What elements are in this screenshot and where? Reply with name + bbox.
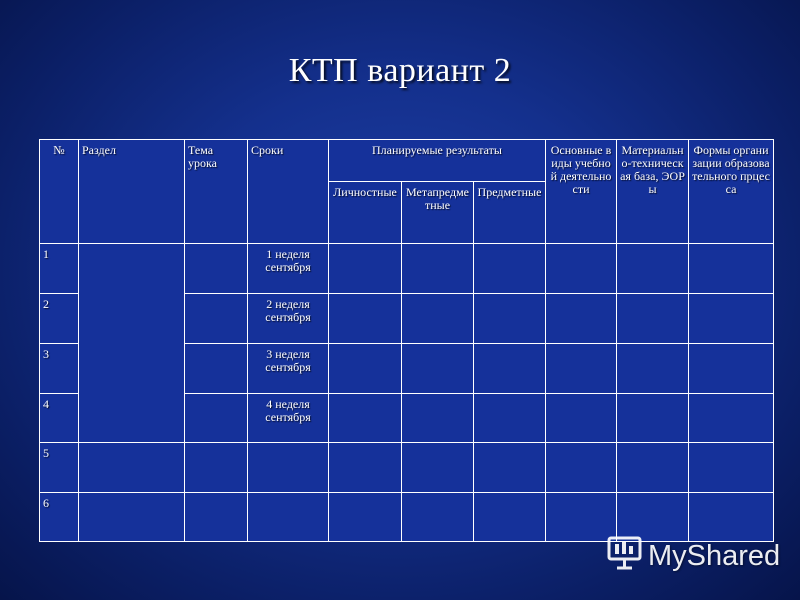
- section-cell: [79, 493, 185, 542]
- header-dates: Сроки: [248, 140, 329, 244]
- personal-cell: [329, 294, 402, 344]
- subject-cell: [474, 493, 546, 542]
- personal-cell: [329, 244, 402, 294]
- row-number: 2: [40, 294, 79, 344]
- slide-title: КТП вариант 2: [288, 52, 512, 89]
- dates-cell: [248, 443, 329, 493]
- activities-cell: [546, 443, 617, 493]
- activities-cell: [546, 344, 617, 394]
- row-number: 1: [40, 244, 79, 294]
- row-number: 3: [40, 344, 79, 394]
- row-number: 6: [40, 493, 79, 542]
- activities-cell: [546, 394, 617, 443]
- header-forms: Формы организации образовательного прцесса: [689, 140, 774, 244]
- activities-cell: [546, 294, 617, 344]
- table-row: [40, 493, 774, 542]
- forms-cell: [689, 244, 774, 294]
- subject-cell: [474, 344, 546, 394]
- table-row: [40, 244, 774, 294]
- meta-cell: [402, 244, 474, 294]
- forms-cell: [689, 493, 774, 542]
- resources-cell: [617, 394, 689, 443]
- header-num: №: [40, 140, 79, 244]
- section-cell: [79, 443, 185, 493]
- topic-cell: [185, 344, 248, 394]
- forms-cell: [689, 344, 774, 394]
- activities-cell: [546, 244, 617, 294]
- dates-cell: 4 неделя сентября: [248, 394, 329, 443]
- personal-cell: [329, 443, 402, 493]
- resources-cell: [617, 244, 689, 294]
- meta-cell: [402, 344, 474, 394]
- section-cell: [79, 244, 185, 443]
- header-activities: Основные виды учебной деятельности: [546, 140, 617, 244]
- watermark-text: MyShared: [648, 539, 781, 572]
- subject-cell: [474, 294, 546, 344]
- dates-cell: 3 неделя сентября: [248, 344, 329, 394]
- subject-cell: [474, 443, 546, 493]
- topic-cell: [185, 294, 248, 344]
- personal-cell: [329, 493, 402, 542]
- header-section: Раздел: [79, 140, 185, 244]
- topic-cell: [185, 443, 248, 493]
- subheader-personal: Личностные: [329, 182, 402, 244]
- dates-cell: 1 неделя сентября: [248, 244, 329, 294]
- ktp-table: [39, 139, 774, 542]
- meta-cell: [402, 294, 474, 344]
- forms-cell: [689, 294, 774, 344]
- forms-cell: [689, 443, 774, 493]
- forms-cell: [689, 394, 774, 443]
- meta-cell: [402, 493, 474, 542]
- topic-cell: [185, 493, 248, 542]
- subject-cell: [474, 394, 546, 443]
- topic-cell: [185, 394, 248, 443]
- topic-cell: [185, 244, 248, 294]
- dates-cell: 2 неделя сентября: [248, 294, 329, 344]
- myshared-logo: [606, 536, 780, 576]
- projector-screen-icon: [606, 534, 648, 578]
- meta-cell: [402, 394, 474, 443]
- table-row: [40, 443, 774, 493]
- resources-cell: [617, 344, 689, 394]
- row-number: 4: [40, 394, 79, 443]
- dates-cell: [248, 493, 329, 542]
- meta-cell: [402, 443, 474, 493]
- header-resources: Материально-техническая база, ЭОРы: [617, 140, 689, 244]
- subheader-subject: Предметные: [474, 182, 546, 244]
- subject-cell: [474, 244, 546, 294]
- header-topic: Тема урока: [185, 140, 248, 244]
- subheader-meta: Метапредметные: [402, 182, 474, 244]
- row-number: 5: [40, 443, 79, 493]
- resources-cell: [617, 443, 689, 493]
- header-planned-results: Планируемые результаты: [329, 140, 546, 182]
- personal-cell: [329, 394, 402, 443]
- personal-cell: [329, 344, 402, 394]
- resources-cell: [617, 294, 689, 344]
